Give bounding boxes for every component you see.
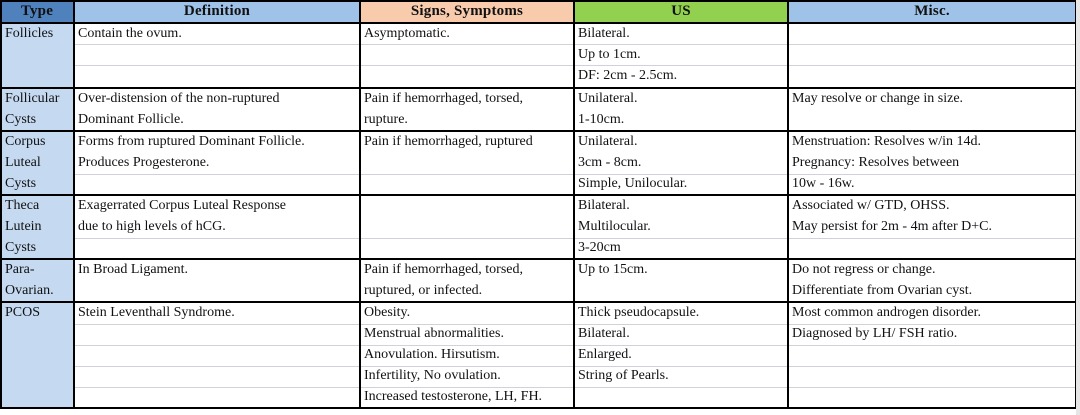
cell-signs-para-ovarian[interactable]	[364, 259, 523, 301]
window-edge	[1076, 0, 1080, 415]
cell-definition-corpus-luteal[interactable]	[78, 131, 305, 173]
cell-type-corpus-luteal-cysts[interactable]	[5, 131, 45, 194]
cell-text: Diagnosed by LH/ FSH ratio.	[792, 326, 958, 341]
cell-definition-pcos[interactable]	[78, 302, 235, 323]
cell-text: Luteal	[5, 155, 41, 170]
cell-signs-follicles[interactable]	[364, 23, 450, 44]
cell-type-follicular-cysts[interactable]	[5, 88, 59, 130]
cell-text: Corpus	[5, 134, 46, 149]
cell-signs-pcos[interactable]	[364, 302, 542, 407]
cell-us-follicles[interactable]	[578, 23, 677, 86]
column-divider	[359, 0, 361, 408]
row-divider	[0, 301, 1076, 303]
cell-text: rupture.	[364, 112, 408, 127]
cell-text: In Broad Ligament.	[78, 262, 189, 277]
row-divider	[0, 130, 1076, 132]
cell-type-theca-lutein-cysts[interactable]	[5, 195, 42, 258]
cell-text: Obesity.	[364, 305, 411, 320]
cell-type-pcos[interactable]	[5, 302, 40, 323]
cell-text: Cysts	[5, 112, 37, 127]
column-divider	[573, 0, 575, 408]
cell-text: PCOS	[5, 305, 41, 320]
row-divider	[0, 194, 1076, 196]
cell-text: Simple, Unilocular.	[578, 176, 688, 191]
cell-us-para-ovarian[interactable]	[578, 259, 648, 280]
column-divider	[787, 0, 789, 408]
cell-text: Unilateral.	[578, 91, 638, 106]
cell-text: Forms from ruptured Dominant Follicle.	[78, 134, 305, 149]
cell-misc-para-ovarian[interactable]	[792, 259, 972, 301]
cell-signs-corpus-luteal[interactable]	[364, 131, 574, 152]
cell-text: 10w - 16w.	[792, 176, 855, 191]
cell-text: Contain the ovum.	[78, 26, 182, 41]
cell-text: Bilateral.	[578, 198, 630, 213]
cell-definition-theca-lutein[interactable]	[78, 195, 286, 237]
cell-text: Increased testosterone, LH, FH.	[364, 389, 543, 404]
cell-definition-follicular-cysts[interactable]	[78, 88, 280, 130]
header-definition[interactable]: Definition	[74, 0, 360, 22]
cell-text: Do not regress or change.	[792, 262, 936, 277]
cell-text: Multilocular.	[578, 219, 651, 234]
cell-us-corpus-luteal[interactable]	[578, 131, 687, 194]
cell-text: Pain if hemorrhaged, ruptured	[364, 134, 533, 149]
cell-text: Lutein	[5, 219, 42, 234]
cell-text: Unilateral.	[578, 134, 638, 149]
cell-text: May resolve or change in size.	[792, 91, 964, 106]
cell-text: Menstruation: Resolves w/in 14d.	[792, 134, 981, 149]
cell-text: Dominant Follicle.	[78, 112, 184, 127]
cell-misc-follicular-cysts[interactable]	[792, 88, 963, 109]
header-signs-symptoms[interactable]: Signs, Symptoms	[360, 0, 574, 22]
border-left	[0, 0, 2, 408]
cell-text: Over-distension of the non-ruptured	[78, 91, 280, 106]
cell-text: Enlarged.	[578, 347, 632, 362]
row-divider	[0, 87, 1076, 89]
cell-text: Pain if hemorrhaged, torsed,	[364, 262, 524, 277]
cell-definition-follicles[interactable]	[78, 23, 182, 44]
cell-text: Theca	[5, 198, 40, 213]
cell-misc-theca-lutein[interactable]	[792, 195, 992, 237]
column-divider	[73, 0, 75, 408]
cell-text: Cysts	[5, 176, 37, 191]
cell-text: Most common androgen disorder.	[792, 305, 981, 320]
header-misc[interactable]: Misc.	[788, 0, 1076, 22]
cell-text: due to high levels of hCG.	[78, 219, 226, 234]
cell-text: Pain if hemorrhaged, torsed,	[364, 91, 524, 106]
cell-type-para-ovarian[interactable]	[5, 259, 54, 301]
cell-text: Differentiate from Ovarian cyst.	[792, 283, 973, 298]
cell-misc-corpus-luteal[interactable]	[792, 131, 981, 194]
cell-signs-follicular-cysts[interactable]	[364, 88, 523, 130]
cell-text: Infertility, No ovulation.	[364, 368, 501, 383]
cell-text: Asymptomatic.	[364, 26, 450, 41]
cell-text: ruptured, or infected.	[364, 283, 483, 298]
header-us[interactable]: US	[574, 0, 788, 22]
cell-text: Stein Leventhall Syndrome.	[78, 305, 235, 320]
cell-text: Ovarian.	[5, 283, 54, 298]
header-type[interactable]: Type	[0, 0, 74, 22]
header-divider	[0, 22, 1076, 24]
cell-text: Pregnancy: Resolves between	[792, 155, 960, 170]
cell-text: Exagerrated Corpus Luteal Response	[78, 198, 286, 213]
cell-text: Produces Progesterone.	[78, 155, 210, 170]
border-bottom	[0, 407, 1076, 409]
cell-text: Up to 1cm.	[578, 47, 641, 62]
cell-type-follicles[interactable]	[5, 23, 53, 44]
cell-text: Follicular	[5, 91, 60, 106]
cell-text: DF: 2cm - 2.5cm.	[578, 68, 678, 83]
cell-text: String of Pearls.	[578, 368, 669, 383]
cell-text: 3cm - 8cm.	[578, 155, 642, 170]
cell-us-pcos[interactable]	[578, 302, 699, 386]
cell-text: 3-20cm	[578, 240, 621, 255]
cell-text: Follicles	[5, 26, 54, 41]
cell-misc-pcos[interactable]	[792, 302, 981, 344]
cell-us-follicular-cysts[interactable]	[578, 88, 637, 130]
cell-text: Bilateral.	[578, 26, 630, 41]
cell-text: Associated w/ GTD, OHSS.	[792, 198, 950, 213]
cell-text: Thick pseudocapsule.	[578, 305, 700, 320]
cell-text: Bilateral.	[578, 326, 630, 341]
cell-text: 1-10cm.	[578, 112, 625, 127]
border-top	[0, 0, 1076, 2]
cell-text: Anovulation. Hirsutism.	[364, 347, 500, 362]
cell-text: Menstrual abnormalities.	[364, 326, 504, 341]
cell-us-theca-lutein[interactable]	[578, 195, 651, 258]
cell-text: Cysts	[5, 240, 37, 255]
cell-text: Para-	[5, 262, 35, 277]
row-divider	[0, 258, 1076, 260]
cell-text: May persist for 2m - 4m after D+C.	[792, 219, 992, 234]
cell-definition-para-ovarian[interactable]	[78, 259, 188, 280]
cell-text: Up to 15cm.	[578, 262, 648, 277]
